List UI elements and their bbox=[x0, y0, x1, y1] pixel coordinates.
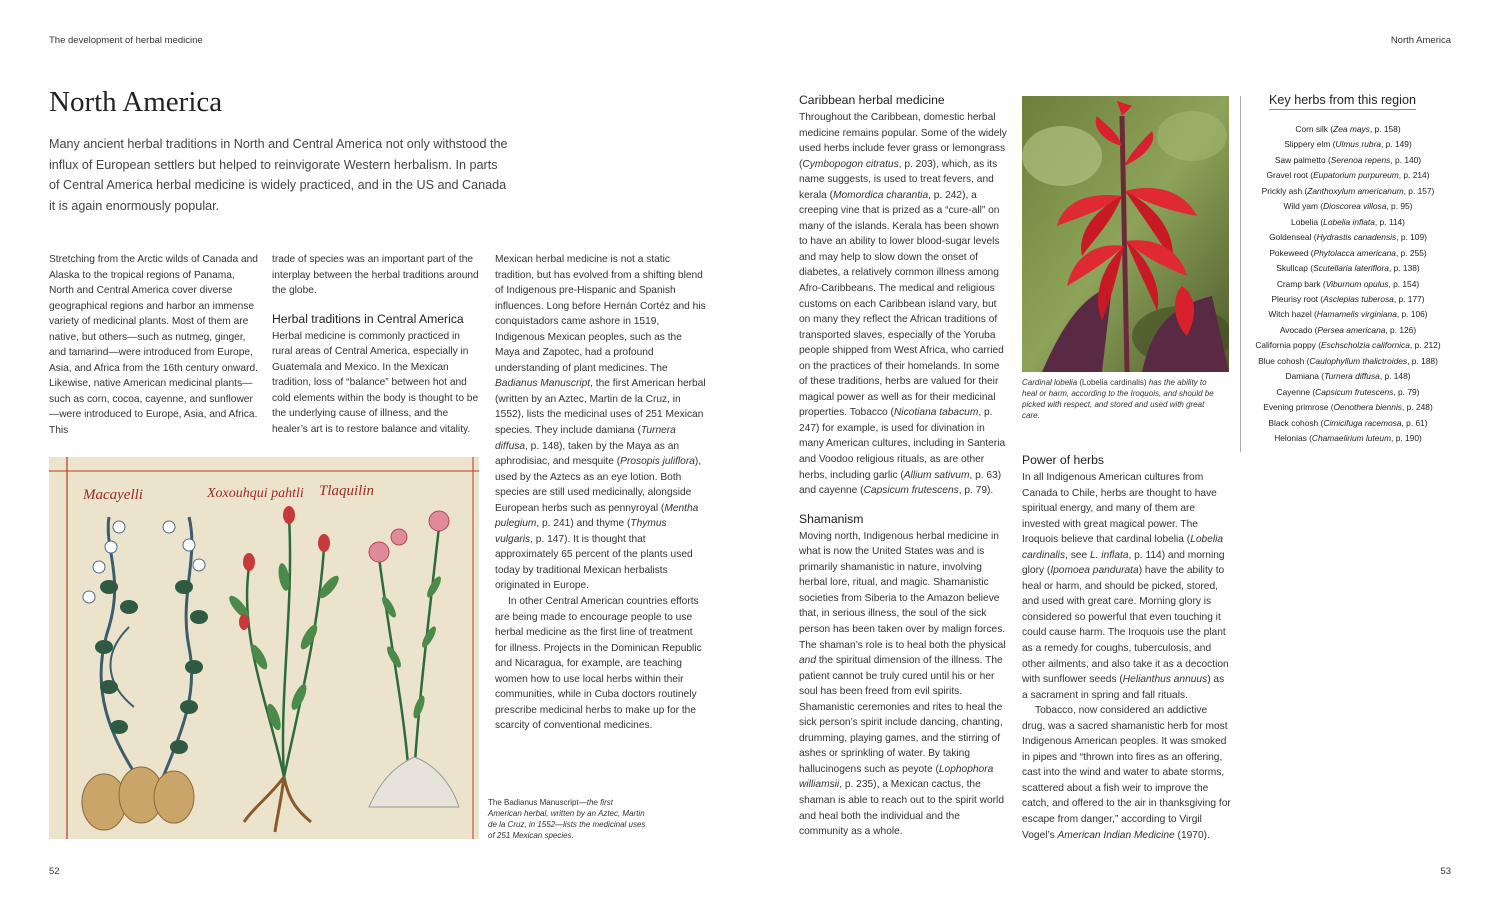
lobelia-caption: Cardinal lobelia (Lobelia cardinalis) has the ability to heal or harm, according to the Iroquois, and should be picked with respect, and stored and used with great care. bbox=[1022, 378, 1214, 420]
body-paragraph: Herbal medicine is commonly practiced in rural areas of Central America, especially in Guatemala and Mexico. In the Mexican tradition, loss of “balance” between hot and cold elements within the body is thought to be the underlying cause of illness, and the healer’s art is to restore balance and vitality. bbox=[272, 330, 479, 435]
left-column-3 bbox=[495, 252, 707, 734]
badianus-manuscript-illustration bbox=[49, 457, 479, 839]
section-heading-central-america: Herbal traditions in Central America bbox=[272, 311, 464, 326]
body-paragraph: Tobacco, now considered an addictive drug, was a sacred shamanistic herb for most Indigenous American peoples. It was smoked in pipes and “thrown into fires as an offering, cast into the wind and water to abate storms, scattered about a fish weir to improve the catch, and offered to the air in thanksgiving for escape from danger,” according to Virgil Vogel’s American Indian Medicine (1970). bbox=[1022, 705, 1231, 841]
key-herb-item: Skullcap (Scutellaria lateriflora, p. 138) bbox=[1276, 263, 1420, 274]
manuscript-label-tlaquilin: Tlaquilin bbox=[319, 483, 375, 499]
cardinal-lobelia-photo bbox=[1022, 96, 1229, 372]
section-heading-power-of-herbs: Power of herbs bbox=[1022, 453, 1104, 467]
page-number-right: 53 bbox=[1440, 866, 1451, 877]
key-herbs-list bbox=[1248, 122, 1448, 447]
body-paragraph: Throughout the Caribbean, domestic herbal medicine remains popular. Some of the widely used herbs include fever grass or lemongrass (Cymbopogon citratus, p. 203), which, as its name suggests, is used to treat fevers, and kerala (Momordica charantia, p. 242), a creeping vine that is prized as a “cure-all” on many of the islands. Kerala has been shown to have an ability to lower blood-sugar levels and may help to slow down the onset of diabetes, a relatively common illness among Afro-Caribbeans. The medical and religious customs on each Caribbean island vary, but on many they reflect the African traditions of transported slaves, especially of the Yoruba people shipped from West Africa, who carried on the practices of their homelands. In some of these traditions, herbs are valued for their magical power as well as for their medicinal properties. Tobacco (Nicotiana tabacum, p. 247) for example, is used for divination in many American cultures, including in Santeria and Voodoo religious rituals, as are other herbs, including garlic (Allium sativum, p. 63) and cayenne (Capsicum frutescens, p. 79). bbox=[799, 112, 1007, 497]
key-herb-item: Damiana (Turnera diffusa, p. 148) bbox=[1285, 371, 1411, 382]
key-herb-item: Pleurisy root (Asclepias tuberosa, p. 177) bbox=[1271, 293, 1425, 304]
body-paragraph: Stretching from the Arctic wilds of Canada and Alaska to the tropical regions of Panama, North and Central America cover diverse geographical regions and harbor an immense variety of medicinal plants. Most of them are native, but others—such as nutmeg, ginger, and tamarind—were introduced from Europe, Asia, and Africa from the 16th century onward. Likewise, native American medicinal plants—such as corn, cocoa, cayenne, and sunflower—were introduced to Europe, Asia, and Africa. This bbox=[49, 254, 258, 437]
key-herb-item: Corn silk (Zea mays, p. 158) bbox=[1295, 124, 1401, 134]
running-head-right: North America bbox=[1390, 35, 1451, 46]
key-herb-item: Black cohosh (Cimicifuga racemosa, p. 61) bbox=[1268, 417, 1428, 428]
key-herb-item: Saw palmetto (Serenoa repens, p. 140) bbox=[1274, 154, 1422, 165]
key-herb-item: Pokeweed (Phytolacca americana, p. 255) bbox=[1269, 247, 1427, 258]
manuscript-caption: The Badianus Manuscript—the first American herbal, written by an Aztec, Martin de la Cruz, in 1552—lists the medicinal uses of 251 Mexican species. bbox=[488, 798, 646, 840]
key-herb-item: Evening primrose (Oenothera biennis, p. 248) bbox=[1263, 402, 1433, 413]
body-paragraph: Moving north, Indigenous herbal medicine in what is now the United States was and is primarily shamanistic in nature, involving herbal lore, ritual, and magic. Shamanistic societies from Siberia to the Amazon believe that, in serious illness, the soul of the sick person has been taken over by malign forces. The shaman’s role is to heal both the physical and the spiritual dimension of the illness. The patient cannot be truly cured until his or her soul has been freed from evil spirits. Shamanistic ceremonies and rites to heal the sick person’s spirit include dancing, chanting, drumming, playing games, and the stirring of ashes or sprinkling of water. By taking hallucinogens such as peyote (Lophophora williamsii, p. 235), a Mexican cactus, the shaman is able to reach out to the spirit world and heal both the individual and the community as a whole. bbox=[799, 530, 1006, 838]
body-paragraph: In all Indigenous American cultures from Canada to Chile, herbs are thought to have spiritual energy, and many of them are invested with great magical power. The Iroquois believe that cardinal lobelia (Lobelia cardinalis, see L. inflata, p. 114) and morning glory (Ipomoea pandurata) have the ability to heal or harm, and should be picked, stored, and used with great care. Morning glory is considered so powerful that even touching it could cause harm. The Iroquois use the plant as a remedy for coughs, tuberculosis, and other ailments, and also take it as a decoction with sunflower seeds (Helianthus annuus) as a sacrament in spring and fall rituals. bbox=[1022, 472, 1229, 701]
section-heading-caribbean: Caribbean herbal medicine bbox=[799, 93, 945, 107]
sidebar-divider bbox=[1240, 96, 1241, 452]
key-herb-item: Blue cohosh (Caulophyllum thalictroides, p. 188) bbox=[1258, 355, 1438, 366]
key-herb-item: Goldenseal (Hydrastis canadensis, p. 109) bbox=[1269, 232, 1427, 243]
page-number-left: 52 bbox=[49, 866, 60, 877]
manuscript-label-xoxouhqui: Xoxouhqui pahtli bbox=[207, 486, 304, 501]
key-herb-item: Prickly ash (Zanthoxylum americanum, p. 157) bbox=[1261, 185, 1435, 196]
right-column-2 bbox=[1022, 452, 1232, 843]
running-head-left: The development of herbal medicine bbox=[49, 35, 203, 46]
section-heading-shamanism: Shamanism bbox=[799, 511, 864, 526]
left-column-2 bbox=[272, 252, 482, 437]
intro-paragraph: Many ancient herbal traditions in North and Central America not only withstood the influx of European settlers but helped to reinvigorate Western herbalism. In parts of Central America herbal medicine is widely practiced, and in the US and Canada it is again enormously popular. bbox=[49, 137, 508, 213]
key-herb-item: Avocado (Persea americana, p. 126) bbox=[1279, 324, 1417, 335]
body-paragraph: trade of species was an important part of the interplay between the herbal traditions around the globe. bbox=[272, 254, 479, 297]
key-herb-item: Gravel root (Eupatorium purpureum, p. 214) bbox=[1266, 170, 1430, 181]
key-herb-item: Wild yam (Dioscorea villosa, p. 95) bbox=[1283, 201, 1413, 212]
key-herb-item: Slippery elm (Ulmus rubra, p. 149) bbox=[1284, 139, 1412, 150]
right-column-1 bbox=[799, 92, 1009, 840]
body-paragraph: Mexican herbal medicine is not a static tradition, but has evolved from a shifting blend of Indigenous pre-Hispanic and Spanish influences. Long before Hernán Cortéz and his conquistadors came ashore in 1519, Indigenous Mexican peoples, such as the Maya and Zapotec, had a profound understanding of plant medicines. The Badianus Manuscript, the first American herbal (written by an Aztec, Martin de la Cruz, in 1552), lists the medicinal uses of 251 Mexican species. They include damiana (Turnera diffusa, p. 148), taken by the Maya as an aphrodisiac, and mesquite (Prosopis juliflora), used by the Aztecs as an eye lotion. Both species are still used medicinally, alongside European herbs such as pennyroyal (Mentha pulegium, p. 241) and thyme (Thymus vulgaris, p. 147). It is thought that approximately 65 percent of the plants used today by traditional Mexican herbalists originated in Europe. bbox=[495, 254, 706, 592]
page-title: North America bbox=[49, 86, 223, 118]
key-herbs-title: Key herbs from this region bbox=[1269, 93, 1416, 110]
body-paragraph: In other Central American countries efforts are being made to encourage people to use herbal medicine as the first line of treatment for illness. Projects in the Dominican Republic and Nicaragua, for example, are teaching women how to use local herbs within their communities, while in Cuba doctors routinely prescribe medicinal herbs to make up for the scarcity of conventional medicines. bbox=[495, 596, 702, 732]
key-herb-item: Helonias (Chamaelirium luteum, p. 190) bbox=[1274, 433, 1422, 444]
key-herb-item: Cramp bark (Viburnum opulus, p. 154) bbox=[1276, 278, 1420, 289]
key-herb-item: Lobelia (Lobelia inflata, p. 114) bbox=[1291, 216, 1405, 227]
key-herb-item: California poppy (Eschscholzia californica, p. 212) bbox=[1255, 340, 1441, 351]
left-column-1 bbox=[49, 252, 262, 439]
key-herb-item: Cayenne (Capsicum frutescens, p. 79) bbox=[1276, 386, 1420, 397]
key-herb-item: Witch hazel (Hamamelis virginiana, p. 106) bbox=[1268, 309, 1428, 320]
manuscript-label-macayelli: Macayelli bbox=[83, 487, 143, 503]
